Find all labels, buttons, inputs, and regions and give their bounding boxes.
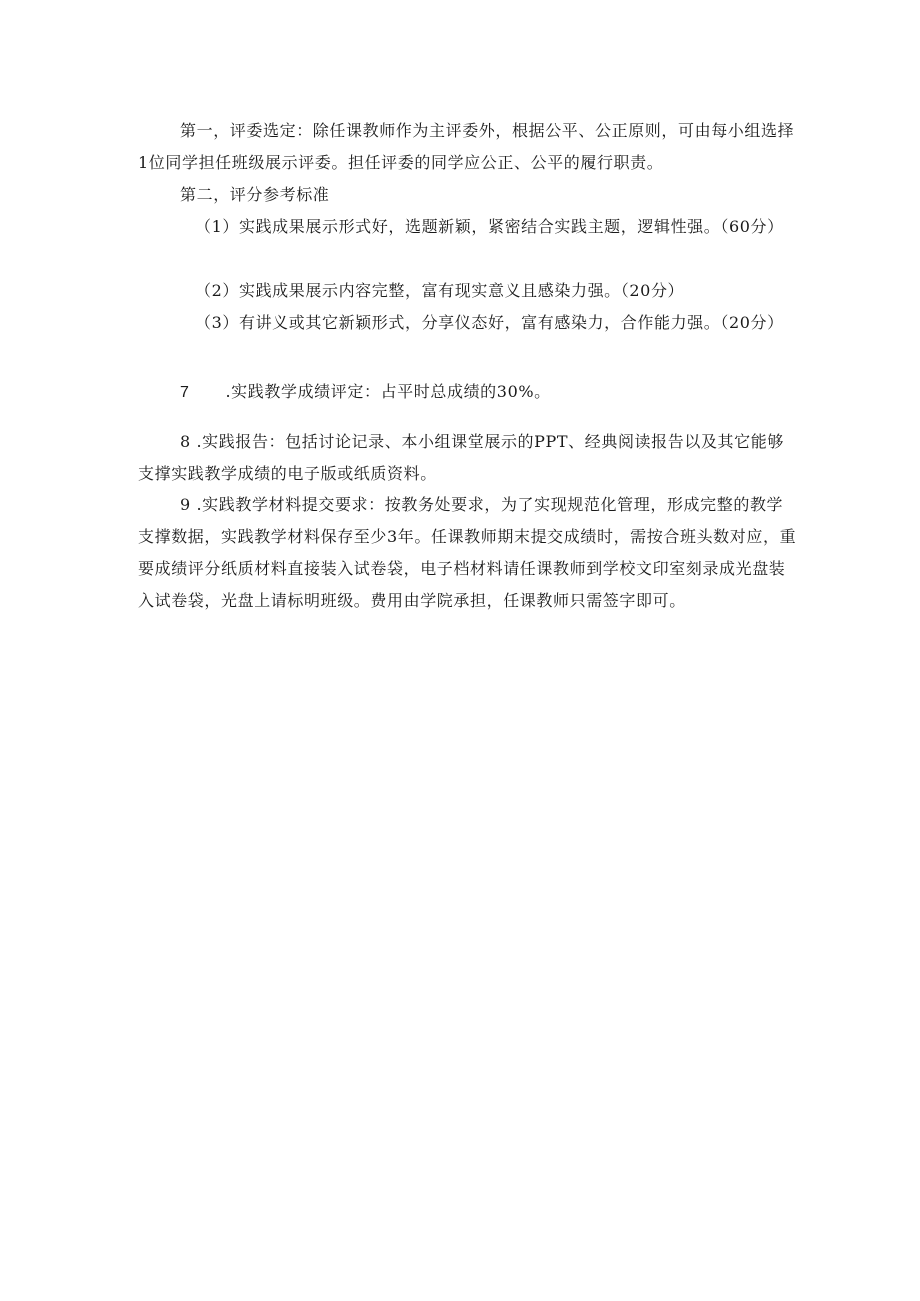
item-7-text: .实践教学成绩评定：占平时总成绩的30%。 [225, 382, 551, 401]
item-7-number: 7 [180, 384, 190, 401]
criterion-2: （2）实践成果展示内容完整，富有现实意义且感染力强。（20分） [195, 281, 685, 300]
criterion-3: （3）有讲义或其它新颖形式，分享仪态好，富有感染力，合作能力强。（20分） [195, 313, 784, 332]
paragraph-judges-selection: 第一，评委选定：除任课教师作为主评委外，根据公平、公正原则，可由每小组选择1位同学担任班级展示评委。担任评委的同学应公正、公平的履行职责。 [138, 121, 795, 172]
item-8-practice-report: 8 .实践报告：包括讨论记录、本小组课堂展示的PPT、经典阅读报告以及其它能够支撑实践教学成绩的电子版或纸质资料。 [138, 432, 784, 483]
criterion-1: （1）实践成果展示形式好，选题新颖，紧密结合实践主题，逻辑性强。（60分） [195, 217, 784, 236]
paragraph-scoring-criteria-heading: 第二，评分参考标准 [180, 185, 330, 204]
item-9-material-submission: 9 .实践教学材料提交要求：按教务处要求，为了实现规范化管理，形成完整的教学支撑数据，实践教学材料保存至少3年。任课教师期末提交成绩时，需按合班头数对应，重要成绩评分纸质材料直接装入试卷袋，电子档材料请任课教师到学校文印室刻录成光盘装入试卷袋，光盘上请标明班级。费用由学院承担，任课教师只需签字即可。 [138, 495, 797, 610]
item-7-grade-evaluation [138, 376, 798, 409]
